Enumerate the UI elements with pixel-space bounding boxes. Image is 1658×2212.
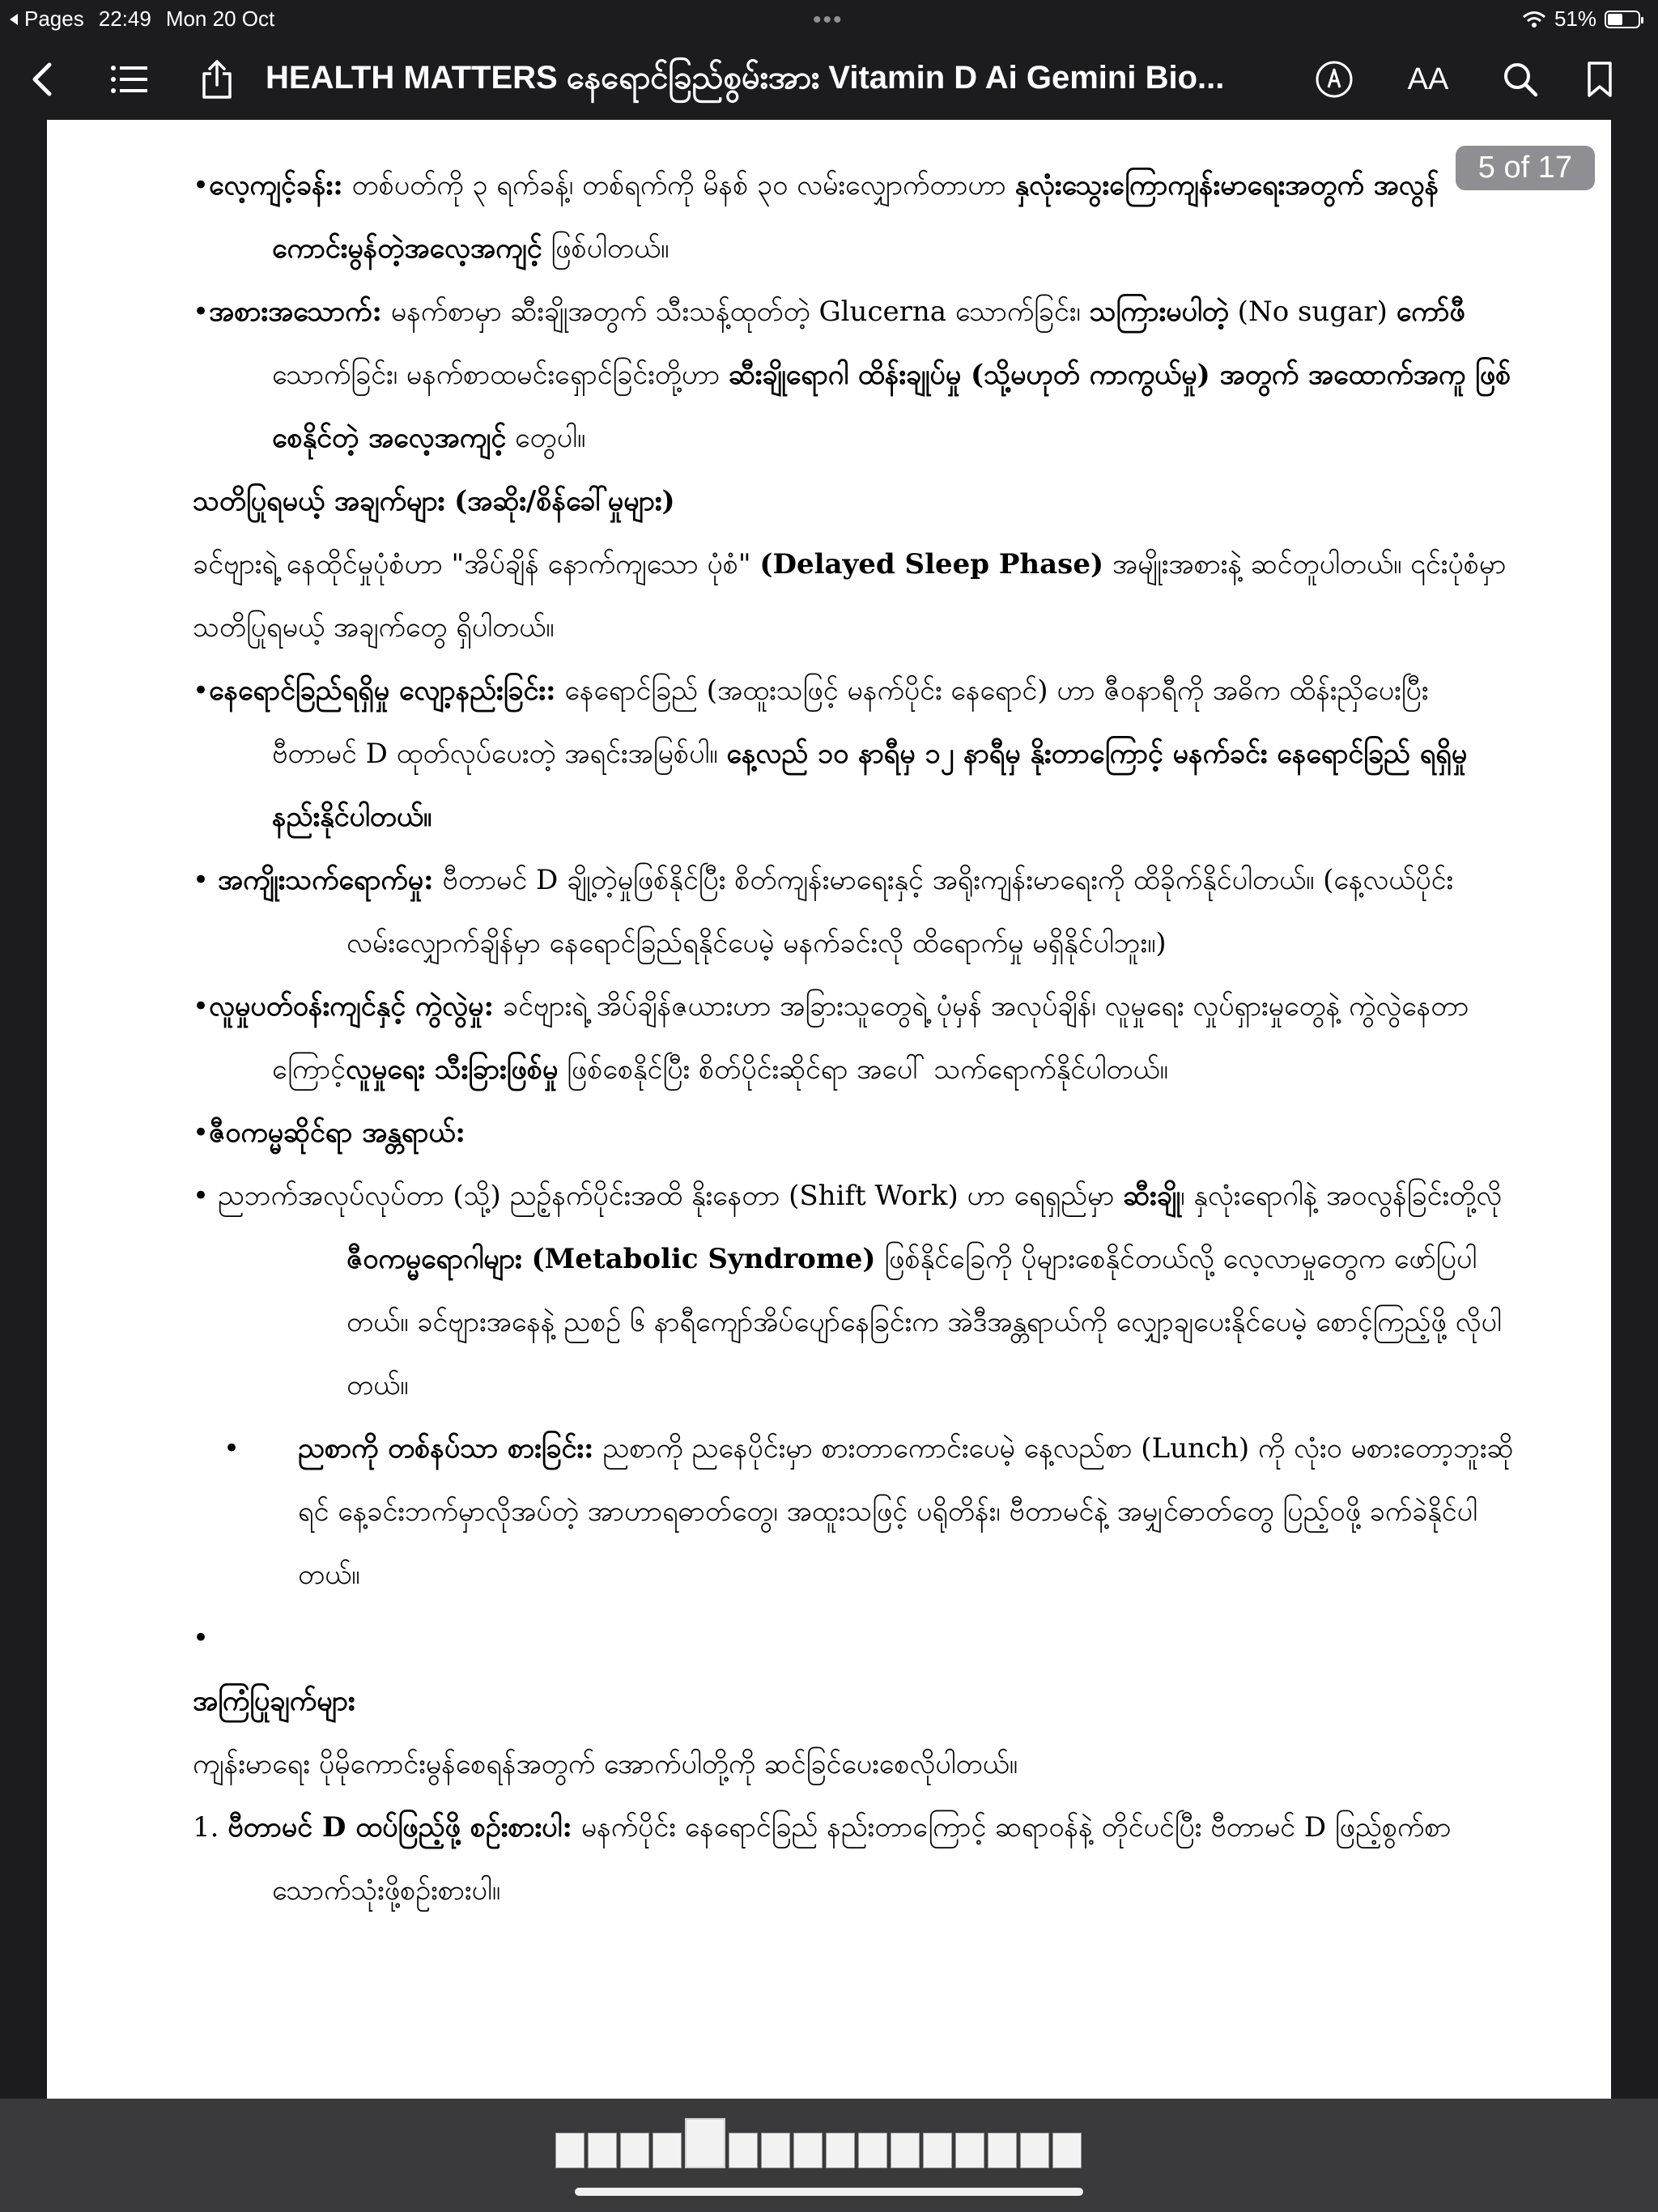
text-run: နေ့လည် ၁၀ နာရီမှ ၁၂ နာရီမှ နိုးတာကြောင့် မနက်ခင်း နေရောင်ခြည် ရရှိမှု နည်းနိုင်ပါတယ်။ [272, 738, 1468, 833]
bullet-item [193, 1796, 1520, 1922]
bullet-mark: • [193, 1622, 210, 1654]
thumbnail[interactable] [620, 2133, 649, 2168]
text-run: တစ်ပတ်ကို ၃ ရက်ခန့်၊ တစ်ရက်ကို မိနစ် ၃၀ လမ်းလျှောက်တာဟာ [342, 169, 1015, 202]
list-icon [110, 63, 149, 96]
text-run: ဗီတာမင် D ချို့တဲ့မှုဖြစ်နိုင်ပြီး စိတ်ကျန်းမာရေးနှင့် အရိုးကျန်းမာရေးကို ထိခိုက်နိုင်ပါတယ်။ (နေ့လယ်ပိုင်းလမ်းလျှောက်ချိန်မှာ နေရောင်ခြည်ရနိုင်ပေမဲ့ မနက်ခင်းလို ထိရောက်မှု မရှိနိုင်ပါဘူး။) [346, 864, 1454, 959]
thumbnail[interactable] [891, 2133, 920, 2168]
bullet-item [193, 849, 1520, 975]
bookmark-icon [1587, 61, 1613, 98]
text-run: အမျိုးအစားနဲ့ ဆင်တူပါတယ်။ ၎င်းပုံစံမှာ သတိပြုရမယ့် အချက်တွေ ရှိပါတယ်။ [193, 548, 1507, 644]
back-triangle-icon [8, 13, 19, 26]
text-run: ခင်ဗျားရဲ့ အိပ်ချိန်ဇယားဟာ အခြားသူတွေရဲ့ ပုံမှန် အလုပ်ချိန်၊ လူမှုရေး လှုပ်ရှားမှုတွေနဲ့ ကွဲလွဲနေတာကြောင့် [272, 990, 1469, 1086]
text-run: တွေပါ။ [506, 422, 586, 454]
wifi-icon [1522, 11, 1546, 28]
text-run: ညစာကို တစ်နပ်သာ စားခြင်း: [298, 1432, 594, 1465]
reader-toolbar [0, 39, 1658, 120]
text-run: နေရောင်ခြည် (အထူးသဖြင့် မနက်ပိုင်း နေရောင်) ဟာ ဇီဝနာရီကို အဓိက ထိန်းညှိပေးပြီး ဗီတာမင် D ထုတ်လုပ်ပေးတဲ့ အရင်းအမြစ်ပါ။ [272, 674, 1429, 770]
text-run: ဖြစ်နိုင်ခြေကို ပိုများစေနိုင်တယ်လို့ လေ့လာမှုတွေက ဖော်ပြပါတယ်။ ခင်ဗျားအနေနဲ့ ညစဉ် ၆ နာရီကျော်အိပ်ပျော်နေခြင်းက အဲဒီအန္တရာယ်ကို လျှော့ချပေးနိုင်ပေမဲ့ စောင့်ကြည့်ဖို့ လိုပါတယ်။ [346, 1243, 1502, 1402]
text-run: ခင်ဗျားရဲ့ နေထိုင်မှုပုံစံဟာ "အိပ်ချိန် နောက်ကျသော ပုံစံ" [193, 548, 760, 581]
status-time: 22:49 [98, 6, 151, 31]
text-run: လူမှုရေး သီးခြားဖြစ်မှု [345, 1053, 559, 1086]
text-run: သကြားမပါတဲ့ [1089, 296, 1229, 328]
text-run: မနက်ပိုင်း နေရောင်ခြည် နည်းတာကြောင့် ဆရာဝန်နဲ့ တိုင်ပင်ပြီး ဗီတာမင် D ဖြည့်စွက်စာ သောက်သုံးဖို့စဉ်းစားပါ။ [272, 1811, 1452, 1907]
text-run: သောက်ခြင်း၊ မနက်စာထမင်းရှောင်ခြင်းတို့ဟာ [272, 359, 729, 391]
share-icon [201, 59, 233, 100]
home-indicator[interactable] [575, 2188, 1083, 2196]
bullet-item [193, 659, 1520, 849]
chevron-left-icon [30, 62, 54, 97]
thumbnail[interactable] [955, 2133, 984, 2168]
text-run: အစားအသောက်: [209, 296, 382, 328]
status-date: Mon 20 Oct [165, 6, 275, 31]
battery-fill [1608, 14, 1622, 25]
bullet-item [193, 1606, 1520, 1670]
text-run: မနက်စာမှာ ဆီးချိုအတွက် သီးသန့်ထုတ်တဲ့ Glucerna သောက်ခြင်း၊ [381, 296, 1090, 328]
text-run: ကျန်းမာရေး ပိုမိုကောင်းမွန်စေရန်အတွက် အောက်ပါတို့ကို ဆင်ခြင်ပေးစေလိုပါတယ်။ [193, 1748, 1018, 1780]
text-run: ဗီတာမင် D ထပ်ဖြည့်ဖို့ စဉ်းစားပါ: [227, 1811, 572, 1844]
markup-pen-icon [1315, 60, 1354, 99]
thumbnail-current[interactable] [685, 2118, 725, 2168]
text-run: ဇီဝကမ္မရောဂါများ (Metabolic Syndrome) [346, 1243, 876, 1275]
bullet-item [193, 1164, 1520, 1417]
thumbnail[interactable] [988, 2133, 1017, 2168]
thumbnail-list [555, 2118, 1082, 2168]
search-icon [1503, 62, 1538, 97]
text-run: ၊ နှလုံးရောဂါနဲ့ အဝလွန်ခြင်းတို့လို [1180, 1180, 1503, 1212]
thumbnail[interactable] [1052, 2133, 1082, 2168]
text-run: လူမှုပတ်ဝန်းကျင်နှင့် ကွဲလွဲမှု: [209, 990, 495, 1023]
battery-percent: 51% [1554, 6, 1596, 31]
thumbnail[interactable] [729, 2133, 758, 2168]
bullet-item [193, 154, 1520, 280]
text-run: ညဘက်အလုပ်လုပ်တာ (သို့) ညဥ့်နက်ပိုင်းအထိ နိုးနေတာ (Shift Work) ဟာ ရေရှည်မှာ [217, 1180, 1124, 1212]
back-app-label: Pages [24, 6, 84, 31]
share-button[interactable] [193, 55, 241, 104]
thumbnail[interactable] [1020, 2133, 1049, 2168]
bullet-mark: • [193, 1180, 218, 1212]
search-button[interactable] [1496, 55, 1545, 104]
thumbnail[interactable] [588, 2133, 617, 2168]
text-run: အကျိုးသက်ရောက်မှု: [217, 864, 434, 896]
text-run: (No sugar) [1228, 296, 1397, 328]
bullet-mark: • [223, 1432, 240, 1465]
text-run: လေ့ကျင့်ခန်း: [209, 169, 343, 202]
text-run: ညစာကို ညနေပိုင်းမှာ စားတာကောင်းပေမဲ့ နေ့လည်စာ (Lunch) ကို လုံးဝ မစားတော့ဘူးဆိုရင် နေ့ခင်းဘက်မှာလိုအပ်တဲ့ အာဟာရဓာတ်တွေ၊ အထူးသဖြင့် ပရိုတိန်း၊ ဗီတာမင်နဲ့ အမျှင်ဓာတ်တွေ ပြည့်ဝဖို့ ခက်ခဲနိုင်ပါတယ်။ [298, 1432, 1514, 1591]
battery-icon [1605, 11, 1640, 28]
markup-button[interactable] [1310, 55, 1358, 104]
status-right [1522, 6, 1640, 32]
section-heading [193, 470, 1520, 533]
bullet-mark: • [193, 1117, 210, 1149]
text-run: (Delayed Sleep Phase) [759, 548, 1104, 581]
document-title: HEALTH MATTERS နေရောင်ခြည်စွမ်းအား Vitamin D Ai Gemini Bio... [266, 60, 1225, 96]
text-run: ဆီးချိုရောဂါ ထိန်းချုပ်မှု (သို့မဟုတ် ကာကွယ်မှု) အတွက် အထောက်အကူ ဖြစ်စေနိုင်တဲ့ အလေ့အကျင့် [272, 359, 1511, 454]
text-run: ဖြစ်စေနိုင်ပြီး စိတ်ပိုင်းဆိုင်ရာ အပေါ် သက်ရောက်နိုင်ပါတယ်။ [558, 1053, 1168, 1086]
status-left [8, 6, 274, 32]
bullet-mark: • [193, 864, 218, 896]
table-of-contents-button[interactable] [105, 55, 154, 104]
page-thumbnail-strip [0, 2099, 1658, 2212]
bookmark-button[interactable] [1575, 55, 1624, 104]
bullet-item [193, 1101, 1520, 1164]
bullet-mark: • [193, 674, 210, 707]
text-run: အကြံပြုချက်များ [193, 1685, 355, 1717]
thumbnail[interactable] [653, 2133, 682, 2168]
status-bar [0, 0, 1658, 39]
thumbnail[interactable] [923, 2133, 952, 2168]
thumbnail[interactable] [858, 2133, 887, 2168]
thumbnail[interactable] [761, 2133, 790, 2168]
bullet-item [193, 975, 1520, 1101]
text-run: နှလုံးသွေးကြောကျန်းမာရေးအတွက် အလွန်ကောင်းမွန်တဲ့အလေ့အကျင့် [272, 169, 1439, 265]
thumbnail[interactable] [555, 2133, 585, 2168]
text-run: ဆီးချို [1123, 1180, 1181, 1212]
thumbnail[interactable] [826, 2133, 855, 2168]
paragraph [193, 1733, 1520, 1796]
page-content [193, 154, 1520, 1922]
thumbnail[interactable] [793, 2133, 823, 2168]
page-counter: 5 of 17 [1456, 146, 1595, 190]
text-run: ကော်ဖီ [1396, 296, 1465, 328]
list-number: 1. [193, 1811, 228, 1844]
back-button[interactable] [18, 55, 66, 104]
bullet-item [193, 280, 1520, 470]
text-size-button[interactable] [1404, 55, 1452, 104]
text-run: ဖြစ်ပါတယ်။ [542, 232, 670, 265]
bullet-mark: • [193, 169, 210, 202]
bullet-mark: • [193, 990, 210, 1023]
paragraph [193, 533, 1520, 659]
text-run: နေရောင်ခြည်ရရှိမှု လျော့နည်းခြင်း: [209, 674, 556, 707]
document-page[interactable] [47, 120, 1611, 2099]
back-to-app-button[interactable] [8, 6, 84, 32]
text-run: ဇီဝကမ္မဆိုင်ရာ အန္တရာယ်: [209, 1117, 466, 1149]
bullet-item [193, 1417, 1520, 1606]
section-heading [193, 1670, 1520, 1733]
bullet-mark: • [193, 296, 210, 328]
multitask-dots-icon[interactable]: ••• [813, 6, 844, 33]
text-size-label: AA [1407, 62, 1449, 96]
text-run: သတိပြုရမယ့် အချက်များ (အဆိုး/စိန်ခေါ်မှုများ) [193, 485, 675, 517]
